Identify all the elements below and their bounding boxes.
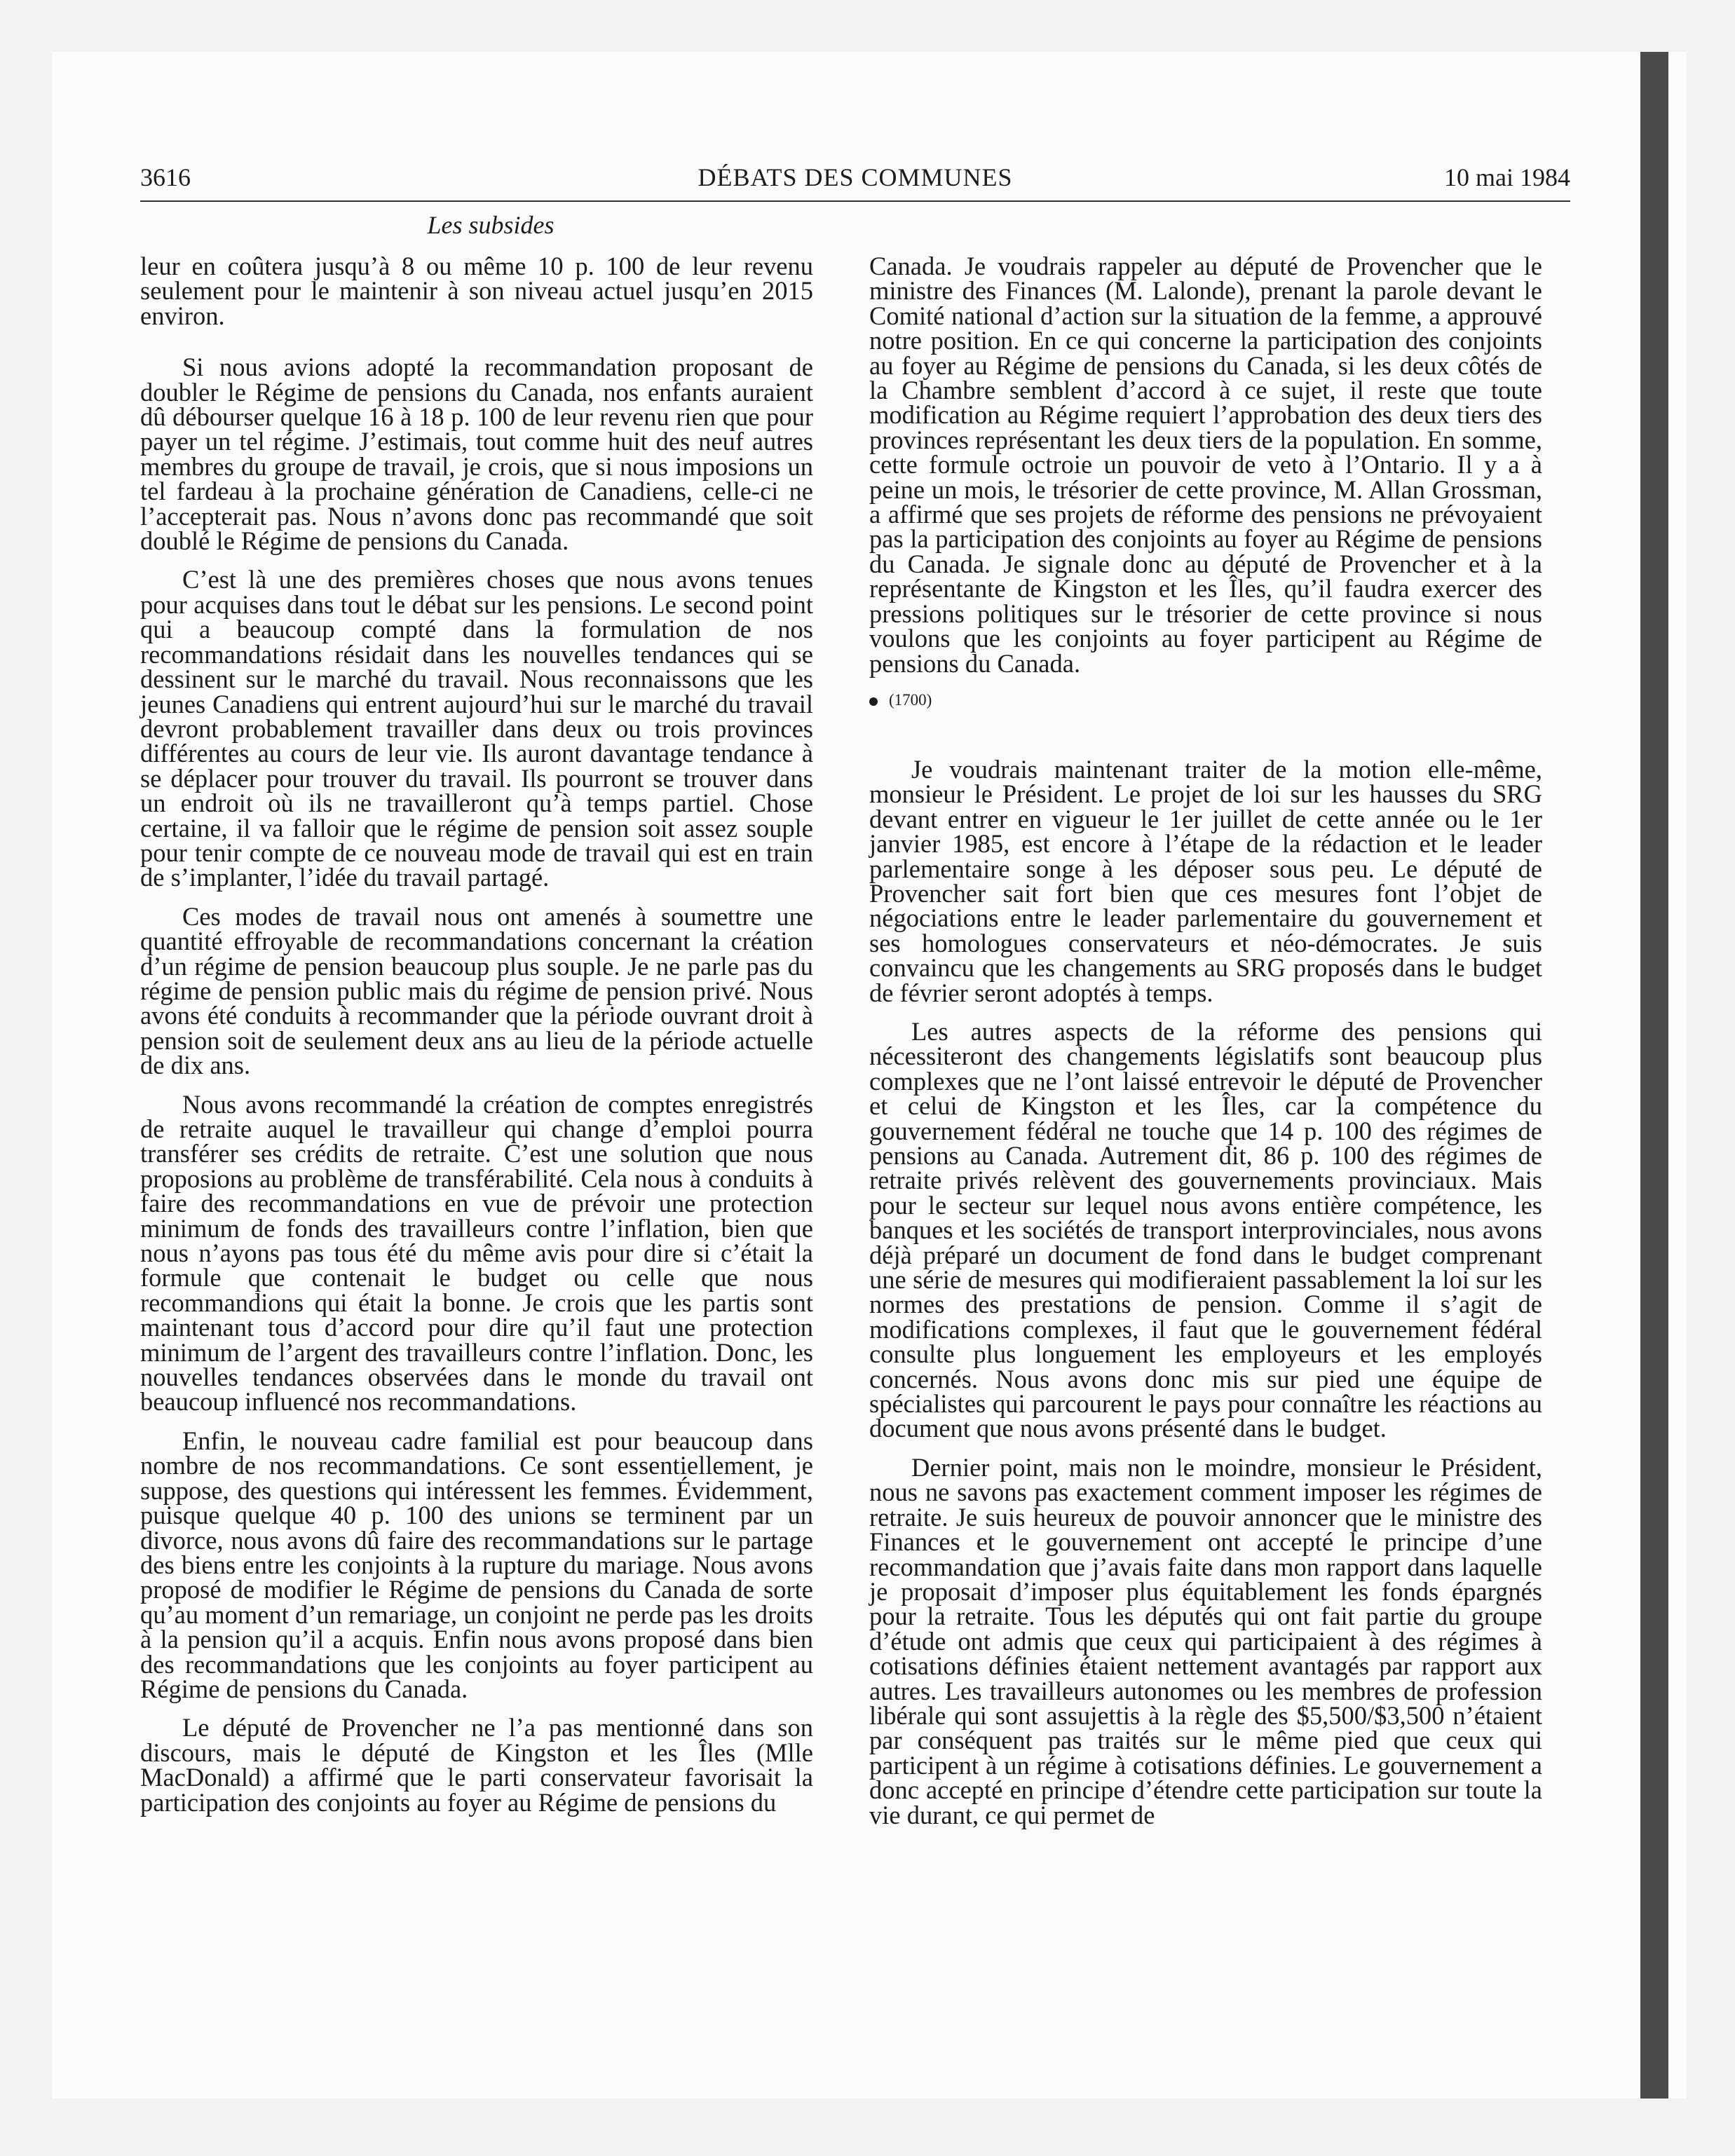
- page-number: 3616: [140, 163, 191, 191]
- publication-title: DÉBATS DES COMMUNES: [698, 163, 1013, 191]
- page-date: 10 mai 1984: [1444, 163, 1570, 191]
- paragraph: Dernier point, mais non le moindre, monsieur le Président, nous ne savons pas exactement comment imposer les régimes de retraite. Je suis heureux de pouvoir annoncer que le ministre des Finances et le gouvernement ont accepté le principe d’une recommandation que j’avais faite dans mon rapport dans laquelle je proposait d’imposer plus équitablement les fonds épargnés pour la retraite. Tous les députés qui ont fait partie du groupe d’étude ont admis que ceux qui participaient à des régimes à cotisations définies étaient nettement avantagés par rapport aux autres. Les travailleurs autonomes ou les membres de profession libérale qui sont assujettis à la règle des $5,500/$3,500 n’étaient par conséquent pas traités sur le même pied que ceux qui participent à un régime à cotisations définies. Le gouvernement a donc accepté en principe d’étendre cette participation sur toute la vie durant, ce qui permet de: [869, 1452, 1542, 1829]
- scan-edge-bar: [1640, 52, 1668, 2099]
- paragraph: Enfin, le nouveau cadre familial est pour beaucoup dans nombre de nos recommandations. Ce sont essentiellement, je suppose, des questions qui intéressent les femmes. Évidemment, puisque quelque 40 p. 100 des unions se terminent par un divorce, nous avons dû faire des recommandations sur le partage des biens entre les conjoints à la rupture du mariage. Nous avons proposé de modifier le Régime de pensions du Canada de sorte qu’au moment d’un remariage, un conjoint ne perde pas les droits à la pension qu’il a acquis. Enfin nous avons proposé dans bien des recommandations que les conjoints au foyer participent au Régime de pensions du Canada.: [140, 1426, 813, 1703]
- paragraph: Nous avons recommandé la création de comptes enregistrés de retraite auquel le travailleur qui change d’emploi pourra transférer ses crédits de retraite. C’est une solution que nous proposions au problème de transférabilité. Cela nous à conduits à faire des recommandations en vue de prévoir une protection minimum de fonds des travailleurs contre l’inflation, bien que nous n’ayons pas tous été du même avis pour dire si c’était la formule que contenait le budget ou celle que nous recommandions qui était la bonne. Je crois que les partis sont maintenant tous d’accord pour dire qu’il faut une protection minimum de l’argent des travailleurs contre l’inflation. Donc, les nouvelles tendances observées dans le monde du travail ont beaucoup influencé nos recommandations.: [140, 1089, 813, 1417]
- paragraph: Si nous avions adopté la recommandation proposant de doubler le Régime de pensions du Canada, nos enfants auraient dû débourser quelque 16 à 18 p. 100 de leur revenu rien que pour payer un tel régime. J’estimais, tout comme huit des neuf autres membres du groupe de travail, je crois, que si nous imposions un tel fardeau à la prochaine génération de Canadiens, celle-ci ne l’accepterait pas. Nous n’avons donc pas recommandé que soit doublé le Régime de pensions du Canada.: [140, 353, 813, 556]
- right-column: [869, 254, 1542, 1827]
- paragraph: Canada. Je voudrais rappeler au député de Provencher que le ministre des Finances (M. Lalonde), prenant la parole devant le Comité national d’action sur la situation de la femme, a approuvé notre position. En ce qui concerne la participation des conjoints au foyer au Régime de pensions du Canada, si les deux côtés de la Chambre semblent d’accord à ce sujet, il reste que toute modification au Régime requiert l’approbation des deux tiers des provinces représentant les deux tiers de la population. En somme, cette formule octroie un pouvoir de veto à l’Ontario. Il y a à peine un mois, le trésorier de cette province, M. Allan Grossman, a affirmé que ses projets de réforme des pensions ne prévoyaient pas la participation des conjoints au foyer au Régime de pensions du Canada. Je signale donc au député de Provencher et à la représentante de Kingston et les Îles, qu’il faudra exercer des pressions politiques sur le trésorier de cette province si nous voulons que les conjoints au foyer participent au Régime de pensions du Canada.: [869, 252, 1542, 678]
- paragraph: Ces modes de travail nous ont amenés à soumettre une quantité effroyable de recommandations concernant la création d’un régime de pension beaucoup plus souple. Je ne parle pas du régime de pension public mais du régime de pension privé. Nous avons été conduits à recommander que la période ouvrant droit à pension soit de seulement deux ans au lieu de la période actuelle de dix ans.: [140, 901, 813, 1080]
- time-marker: [869, 690, 1542, 711]
- paragraph: leur en coûtera jusqu’à 8 ou même 10 p. 100 de leur revenu seulement pour le maintenir à son niveau actuel jusqu’en 2015 environ.: [140, 252, 813, 330]
- page-header: [140, 161, 1570, 202]
- paragraph: Je voudrais maintenant traiter de la motion elle-même, monsieur le Président. Le projet de loi sur les hausses du SRG devant entrer en vigueur le 1er juillet de cette année ou le 1er janvier 1985, est encore à l’étape de la rédaction et le leader parlementaire songe à les déposer sous peu. Le député de Provencher sait fort bien que ces mesures font l’objet de négociations entre le leader parlementaire du gouvernement et ses homologues conservateurs et néo-démocrates. Je suis convaincu que les changements au SRG proposés dans le budget de février seront adoptés à temps.: [869, 754, 1542, 1007]
- time-marker-label: (1700): [889, 690, 932, 709]
- bullet-icon: [869, 697, 878, 706]
- section-title: Les subsides: [427, 211, 554, 239]
- left-column: [140, 254, 813, 1815]
- paragraph: C’est là une des premières choses que nous avons tenues pour acquises dans tout le débat sur les pensions. Le second point qui a beaucoup compté dans la formulation de nos recommandations résidait dans les nouvelles tendances qui se dessinent sur le marché du travail. Nous reconnaissons que les jeunes Canadiens qui entrent aujourd’hui sur le marché du travail devront probablement travailler dans deux ou trois provinces différentes au cours de leur vie. Ils auront davantage tendance à se déplacer pour trouver du travail. Ils pourront se trouver dans un endroit où ils ne travailleront qu’à temps partiel. Chose certaine, il va falloir que le régime de pension soit assez souple pour tenir compte de ce nouveau mode de travail qui est en train de s’implanter, l’idée du travail partagé.: [140, 565, 813, 892]
- paragraph: Les autres aspects de la réforme des pensions qui nécessiteront des changements législatifs sont beaucoup plus complexes que ne l’ont laissé entrevoir le député de Provencher et celui de Kingston et les Îles, car la compétence du gouvernement fédéral ne touche que 14 p. 100 des régimes de pensions au Canada. Autrement dit, 86 p. 100 des régimes de retraite privés relèvent des gouvernements provinciaux. Mais pour le secteur sur lequel nous avons entière compétence, les banques et les sociétés de transport interprovinciales, nous avons déjà préparé un document de fond dans le budget comprenant une série de mesures qui modifieraient passablement la loi sur les normes des prestations de pension. Comme il s’agit de modifications complexes, il faut que le gouvernement fédéral consulte plus longuement les employeurs et les employés concernés. Nous avons donc mis sur pied une équipe de spécialistes qui parcourent le pays pour connaître les réactions au document que nous avons présenté dans le budget.: [869, 1016, 1542, 1443]
- paragraph: Le député de Provencher ne l’a pas mentionné dans son discours, mais le député de Kingston et les Îles (Mlle MacDonald) a affirmé que le parti conservateur favorisait la participation des conjoints au foyer au Régime de pensions du: [140, 1713, 813, 1817]
